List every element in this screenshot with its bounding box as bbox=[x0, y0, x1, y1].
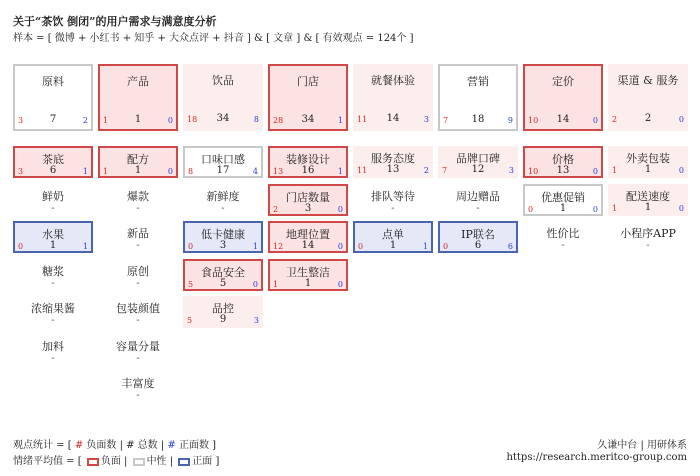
card-total-count: 18 bbox=[471, 114, 485, 125]
card-empty-value: - bbox=[51, 203, 55, 214]
card-negative-count: 0 bbox=[358, 242, 364, 251]
category-card[interactable] bbox=[183, 64, 263, 131]
subcategory-card[interactable] bbox=[353, 184, 433, 216]
legend-count-line bbox=[13, 436, 216, 451]
legend-count-middle: 负面数 | # 总数 | bbox=[83, 440, 165, 451]
neutral-swatch bbox=[133, 458, 145, 466]
card-positive-count: 4 bbox=[252, 167, 258, 176]
card-total-count: 9 bbox=[219, 314, 227, 325]
card-negative-count: 1 bbox=[273, 280, 279, 289]
card-label: 加料 bbox=[42, 340, 64, 353]
card-label: 配送速度 bbox=[626, 190, 670, 203]
card-total-count: 5 bbox=[219, 278, 227, 289]
card-label: 就餐体验 bbox=[371, 74, 415, 87]
card-total-count: 17 bbox=[216, 165, 230, 176]
card-label: 小程序APP bbox=[620, 227, 676, 240]
card-label: 浓缩果酱 bbox=[31, 302, 75, 315]
card-empty-value: - bbox=[136, 203, 140, 214]
page-title: 关于“茶饮 倒闭”的用户需求与满意度分析 bbox=[13, 15, 217, 28]
card-positive-count: 0 bbox=[678, 115, 684, 124]
subcategory-card[interactable] bbox=[98, 334, 178, 366]
credit-team: 久谦中台 | 用研体系 bbox=[597, 440, 687, 451]
subcategory-card[interactable] bbox=[13, 146, 93, 178]
card-negative-count: 8 bbox=[188, 167, 194, 176]
card-total-count: 1 bbox=[134, 165, 142, 176]
card-total-count: 12 bbox=[471, 164, 485, 175]
card-negative-count: 5 bbox=[187, 316, 193, 325]
subcategory-card[interactable] bbox=[523, 146, 603, 178]
card-label: 服务态度 bbox=[371, 152, 415, 165]
subcategory-card[interactable] bbox=[98, 221, 178, 253]
card-negative-count: 13 bbox=[273, 167, 284, 176]
card-positive-count: 0 bbox=[252, 280, 258, 289]
card-negative-count: 10 bbox=[528, 116, 539, 125]
subcategory-card[interactable] bbox=[13, 259, 93, 291]
card-negative-count: 12 bbox=[273, 242, 284, 251]
card-label: 低卡健康 bbox=[201, 228, 245, 241]
card-positive-count: 0 bbox=[678, 166, 684, 175]
card-label: 渠道 & 服务 bbox=[617, 74, 679, 87]
subcategory-card[interactable] bbox=[268, 221, 348, 253]
legend-neu-label: 中性 bbox=[146, 456, 167, 467]
card-negative-count: 10 bbox=[528, 167, 539, 176]
card-negative-count: 11 bbox=[357, 166, 368, 175]
card-empty-value: - bbox=[561, 240, 565, 251]
card-negative-count: 0 bbox=[188, 242, 194, 251]
card-label: 鲜奶 bbox=[42, 190, 64, 203]
card-total-count: 1 bbox=[644, 202, 652, 213]
card-empty-value: - bbox=[51, 278, 55, 289]
legend-sentiment-line: 情绪平均值 = [ 负面 | 中性 | 正面 ] bbox=[13, 456, 220, 467]
card-total-count: 6 bbox=[474, 240, 482, 251]
card-label: 地理位置 bbox=[286, 228, 330, 241]
subcategory-card[interactable] bbox=[353, 221, 433, 253]
subcategory-card[interactable] bbox=[523, 221, 603, 253]
card-empty-value: - bbox=[136, 315, 140, 326]
negative-swatch bbox=[87, 458, 99, 466]
card-positive-count: 0 bbox=[337, 205, 343, 214]
credit-url: https://research.meritco-group.com bbox=[506, 452, 687, 463]
card-empty-value: - bbox=[51, 315, 55, 326]
card-label: 茶底 bbox=[42, 153, 64, 166]
card-label: 外卖包装 bbox=[626, 152, 670, 165]
subcategory-card[interactable] bbox=[98, 146, 178, 178]
card-positive-count: 0 bbox=[592, 167, 598, 176]
card-positive-count: 3 bbox=[253, 316, 259, 325]
card-total-count: 3 bbox=[304, 203, 312, 214]
subcategory-card[interactable] bbox=[183, 259, 263, 291]
card-empty-value: - bbox=[476, 203, 480, 214]
card-empty-value: - bbox=[136, 240, 140, 251]
card-positive-count: 0 bbox=[337, 242, 343, 251]
card-label: 定价 bbox=[552, 75, 574, 88]
card-negative-count: 7 bbox=[442, 166, 448, 175]
card-label: 优惠促销 bbox=[541, 191, 585, 204]
subcategory-card[interactable] bbox=[13, 221, 93, 253]
card-label: 产品 bbox=[127, 75, 149, 88]
card-positive-count: 0 bbox=[167, 167, 173, 176]
card-label: 门店 bbox=[297, 75, 319, 88]
subcategory-card[interactable] bbox=[353, 146, 433, 178]
card-negative-count: 0 bbox=[528, 205, 534, 214]
card-total-count: 3 bbox=[219, 240, 227, 251]
category-card[interactable] bbox=[268, 64, 348, 131]
card-label: 卫生整洁 bbox=[286, 266, 330, 279]
subcategory-card[interactable] bbox=[268, 184, 348, 216]
subcategory-card[interactable] bbox=[13, 184, 93, 216]
subcategory-card[interactable] bbox=[183, 184, 263, 216]
card-label: 水果 bbox=[42, 228, 64, 241]
card-label: 糖浆 bbox=[42, 265, 64, 278]
card-total-count: 6 bbox=[49, 165, 57, 176]
legend-count-suffix: 正面数 ] bbox=[175, 440, 217, 451]
card-label: 口味口感 bbox=[201, 153, 245, 166]
card-label: 营销 bbox=[467, 75, 489, 88]
card-positive-count: 3 bbox=[423, 115, 429, 124]
category-card[interactable] bbox=[13, 64, 93, 131]
card-empty-value: - bbox=[136, 353, 140, 364]
card-negative-count: 1 bbox=[103, 167, 109, 176]
card-total-count: 14 bbox=[556, 114, 570, 125]
card-label: 装修设计 bbox=[286, 153, 330, 166]
subcategory-card[interactable] bbox=[98, 371, 178, 403]
card-positive-count: 1 bbox=[422, 242, 428, 251]
card-total-count: 7 bbox=[49, 114, 57, 125]
card-total-count: 1 bbox=[644, 164, 652, 175]
card-label: 排队等待 bbox=[371, 190, 415, 203]
subcategory-card[interactable] bbox=[183, 146, 263, 178]
subcategory-card[interactable] bbox=[268, 146, 348, 178]
card-total-count: 1 bbox=[304, 278, 312, 289]
card-label: 新鲜度 bbox=[206, 190, 240, 203]
card-negative-count: 0 bbox=[18, 242, 24, 251]
category-card[interactable] bbox=[523, 64, 603, 131]
subcategory-card[interactable] bbox=[98, 296, 178, 328]
category-card[interactable] bbox=[353, 64, 433, 131]
card-label: 原料 bbox=[42, 75, 64, 88]
subcategory-card[interactable] bbox=[98, 259, 178, 291]
subcategory-card[interactable] bbox=[438, 146, 518, 178]
card-negative-count: 0 bbox=[443, 242, 449, 251]
subcategory-card[interactable] bbox=[13, 296, 93, 328]
card-label: 丰富度 bbox=[121, 377, 155, 390]
card-total-count: 1 bbox=[559, 203, 567, 214]
card-negative-count: 1 bbox=[612, 166, 618, 175]
legend-neg-mark: # bbox=[74, 440, 84, 451]
card-total-count: 13 bbox=[386, 164, 400, 175]
card-total-count: 34 bbox=[301, 114, 315, 125]
card-negative-count: 11 bbox=[357, 115, 368, 124]
subcategory-card[interactable] bbox=[98, 184, 178, 216]
card-positive-count: 0 bbox=[167, 116, 173, 125]
card-total-count: 1 bbox=[134, 114, 142, 125]
card-total-count: 13 bbox=[556, 165, 570, 176]
subcategory-card[interactable] bbox=[523, 184, 603, 216]
card-label: 爆款 bbox=[127, 190, 149, 203]
card-label: 原创 bbox=[127, 265, 149, 278]
card-positive-count: 0 bbox=[592, 116, 598, 125]
card-empty-value: - bbox=[51, 353, 55, 364]
card-positive-count: 1 bbox=[337, 116, 343, 125]
subcategory-card[interactable] bbox=[183, 296, 263, 328]
card-label: 包装颜值 bbox=[116, 302, 160, 315]
subcategory-card[interactable] bbox=[438, 184, 518, 216]
card-label: 饮品 bbox=[212, 74, 234, 87]
card-positive-count: 0 bbox=[678, 204, 684, 213]
subcategory-card[interactable] bbox=[13, 334, 93, 366]
subcategory-card[interactable] bbox=[608, 146, 688, 178]
card-positive-count: 2 bbox=[423, 166, 429, 175]
card-label: 品牌口碑 bbox=[456, 152, 500, 165]
card-label: 周边赠品 bbox=[456, 190, 500, 203]
card-total-count: 1 bbox=[49, 240, 57, 251]
card-positive-count: 1 bbox=[82, 242, 88, 251]
legend-neg-label: 负面 bbox=[100, 456, 121, 467]
card-label: 门店数量 bbox=[286, 191, 330, 204]
card-total-count: 2 bbox=[644, 113, 652, 124]
card-positive-count: 0 bbox=[592, 205, 598, 214]
card-empty-value: - bbox=[221, 203, 225, 214]
positive-swatch bbox=[178, 458, 190, 466]
card-empty-value: - bbox=[646, 240, 650, 251]
card-positive-count: 1 bbox=[337, 167, 343, 176]
card-empty-value: - bbox=[391, 203, 395, 214]
card-negative-count: 1 bbox=[103, 116, 109, 125]
card-label: 品控 bbox=[212, 302, 234, 315]
subcategory-card[interactable] bbox=[608, 221, 688, 253]
card-negative-count: 2 bbox=[273, 205, 279, 214]
card-label: 配方 bbox=[127, 153, 149, 166]
card-total-count: 14 bbox=[386, 113, 400, 124]
category-card[interactable] bbox=[608, 64, 688, 131]
card-negative-count: 3 bbox=[18, 167, 24, 176]
legend-count-prefix: 观点统计 = [ bbox=[13, 440, 72, 451]
sample-description: 样本 = [ 微博 + 小红书 + 知乎 + 大众点评 + 抖音 ] & [ 文章 ] & [ 有效观点 = 124个 ] bbox=[13, 33, 414, 44]
card-label: 价格 bbox=[552, 153, 574, 166]
card-total-count: 16 bbox=[301, 165, 315, 176]
card-positive-count: 9 bbox=[507, 116, 513, 125]
card-total-count: 1 bbox=[389, 240, 397, 251]
subcategory-card[interactable] bbox=[183, 221, 263, 253]
card-total-count: 14 bbox=[301, 240, 315, 251]
card-label: IP联名 bbox=[461, 228, 495, 241]
subcategory-card[interactable] bbox=[268, 259, 348, 291]
card-positive-count: 1 bbox=[252, 242, 258, 251]
card-negative-count: 1 bbox=[612, 204, 618, 213]
card-empty-value: - bbox=[136, 390, 140, 401]
card-positive-count: 1 bbox=[82, 167, 88, 176]
card-positive-count: 6 bbox=[507, 242, 513, 251]
card-label: 性价比 bbox=[546, 227, 580, 240]
legend-pos-mark: # bbox=[167, 440, 176, 451]
card-label: 点单 bbox=[382, 228, 404, 241]
subcategory-card[interactable] bbox=[608, 184, 688, 216]
category-card[interactable] bbox=[98, 64, 178, 131]
card-negative-count: 3 bbox=[18, 116, 24, 125]
card-negative-count: 18 bbox=[187, 115, 198, 124]
card-negative-count: 7 bbox=[443, 116, 449, 125]
subcategory-card[interactable] bbox=[438, 221, 518, 253]
card-positive-count: 8 bbox=[253, 115, 259, 124]
card-negative-count: 5 bbox=[188, 280, 194, 289]
card-negative-count: 28 bbox=[273, 116, 284, 125]
category-card[interactable] bbox=[438, 64, 518, 131]
card-positive-count: 2 bbox=[82, 116, 88, 125]
legend-avg-suffix: ] bbox=[215, 456, 220, 467]
card-label: 容量分量 bbox=[116, 340, 160, 353]
card-label: 食品安全 bbox=[201, 266, 245, 279]
card-positive-count: 3 bbox=[508, 166, 514, 175]
legend-avg-prefix: 情绪平均值 = [ bbox=[13, 456, 82, 467]
legend-pos-label: 正面 bbox=[192, 456, 213, 467]
card-total-count: 34 bbox=[216, 113, 230, 124]
card-positive-count: 0 bbox=[337, 280, 343, 289]
card-empty-value: - bbox=[136, 278, 140, 289]
card-label: 新品 bbox=[127, 227, 149, 240]
card-negative-count: 2 bbox=[612, 115, 618, 124]
